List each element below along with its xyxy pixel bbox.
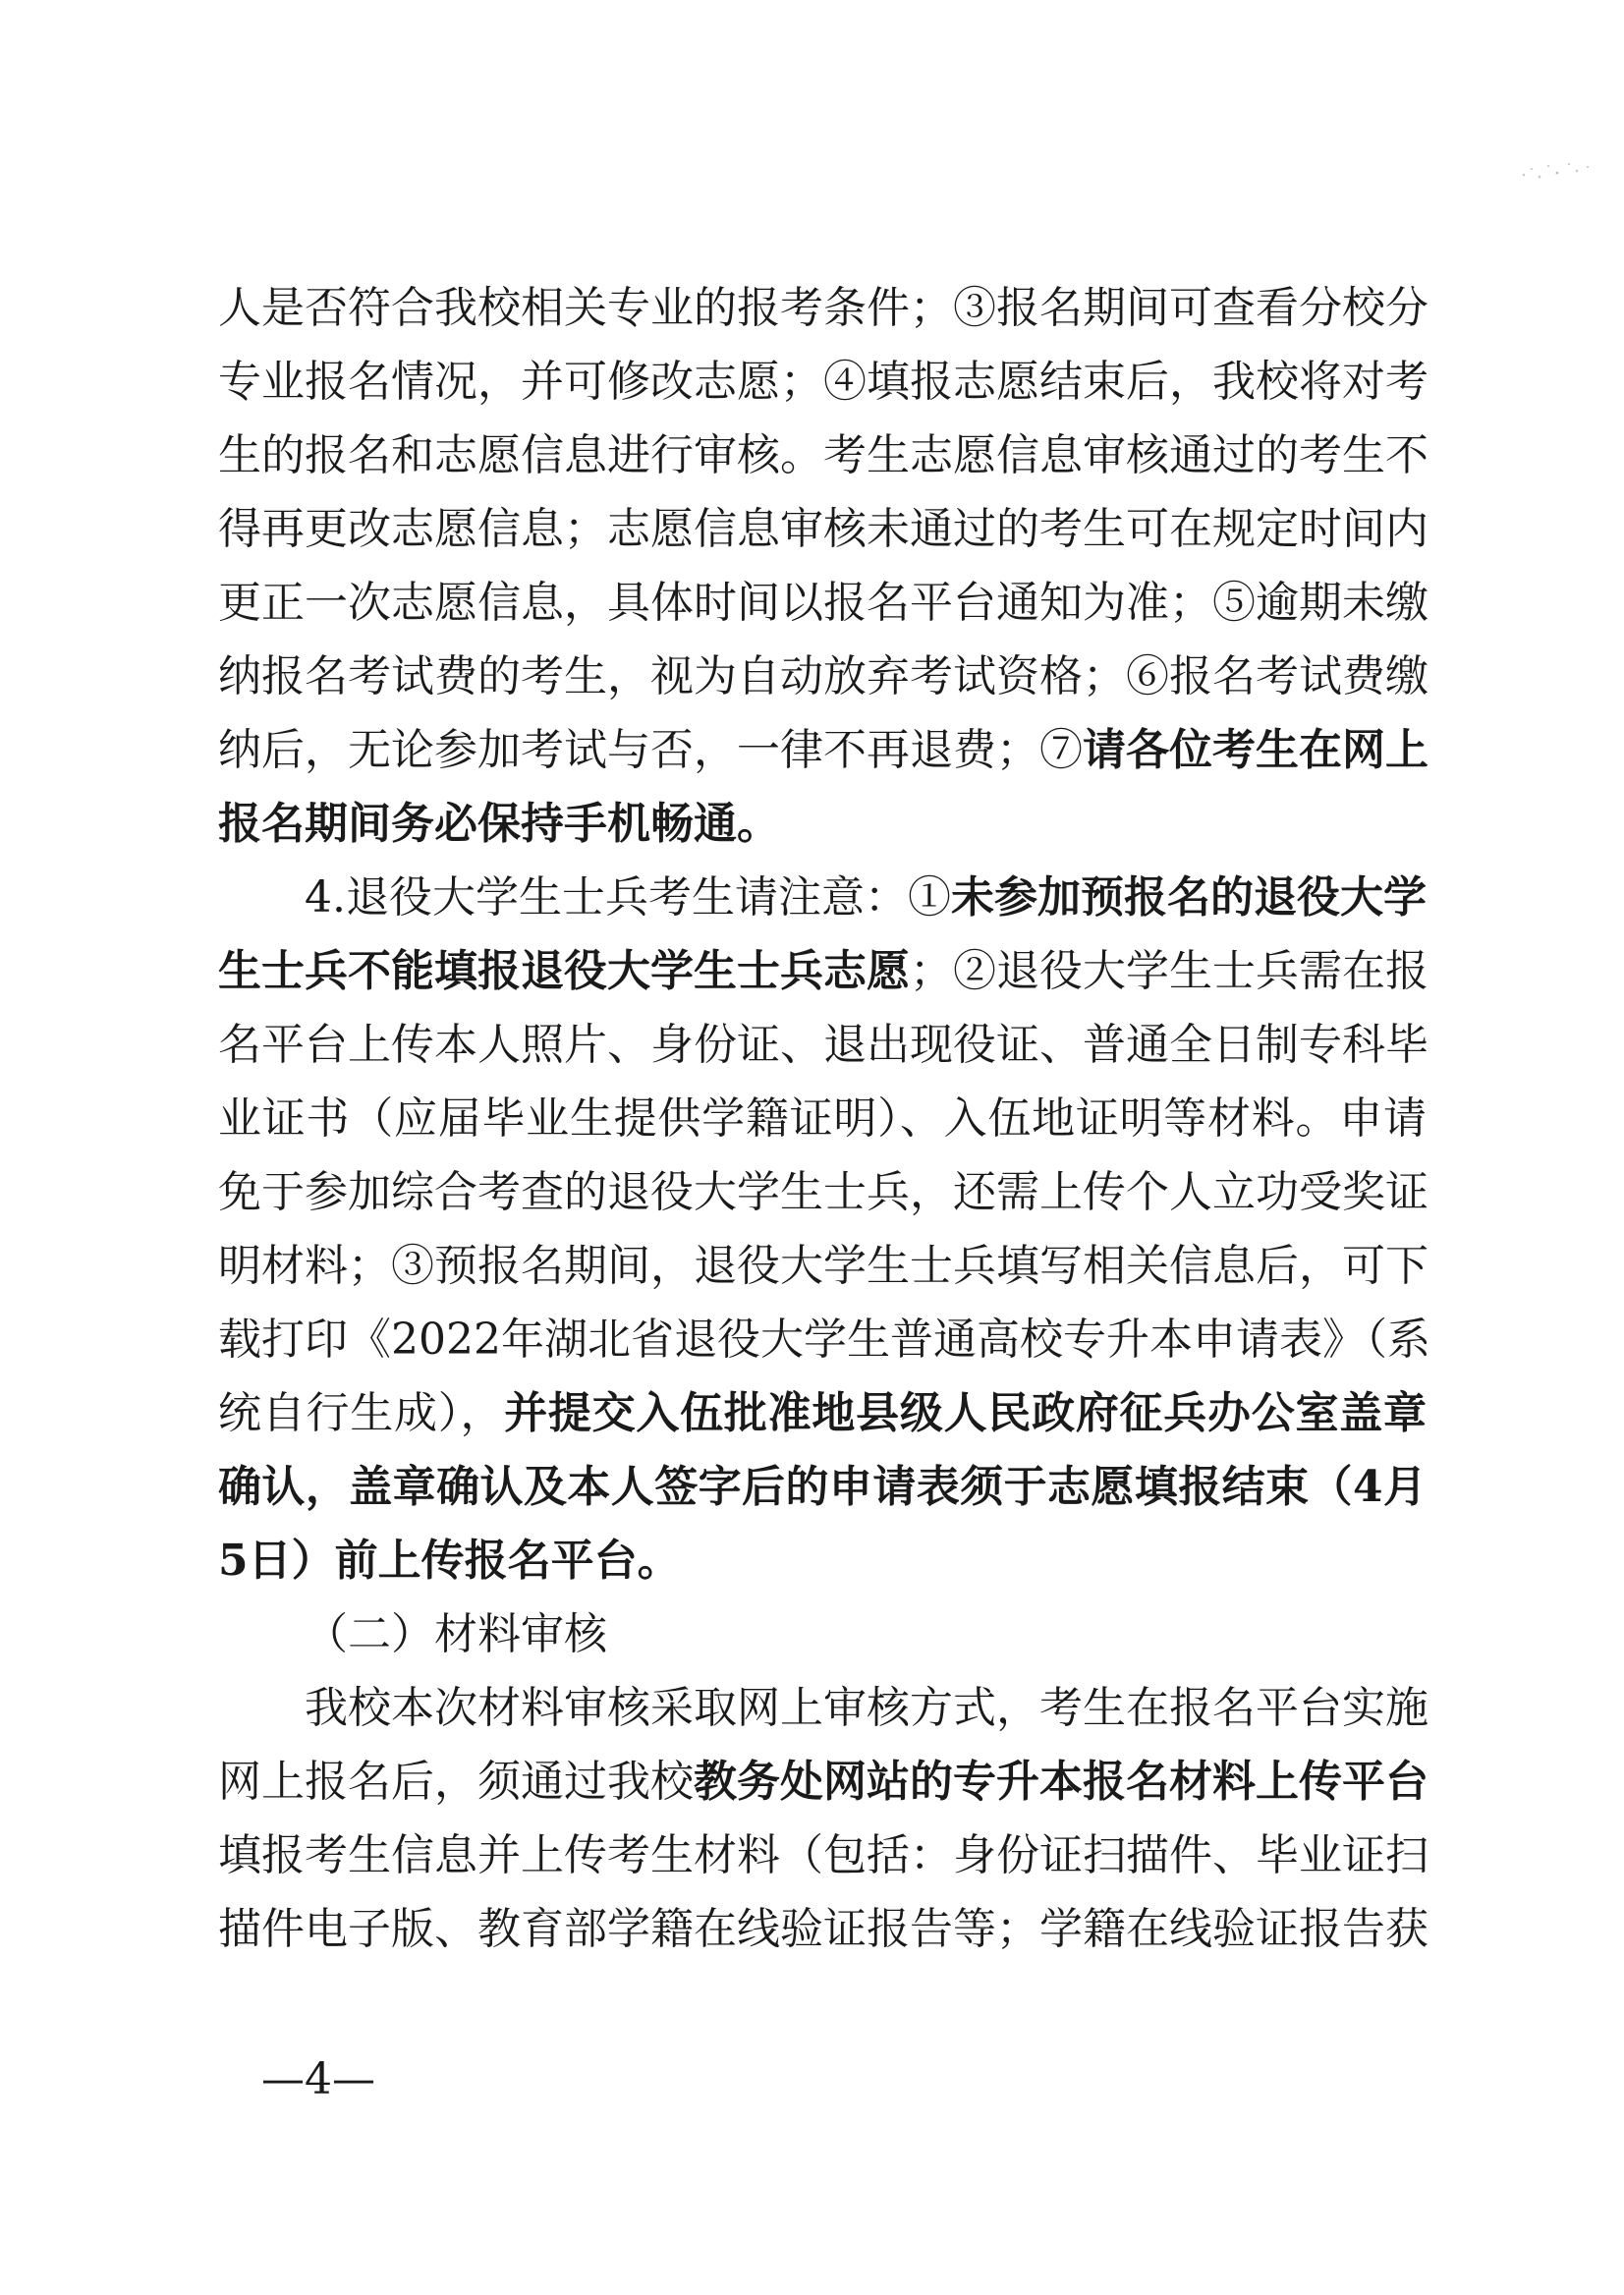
text-segment: 明材料；③预报名期间，退役大学生士兵填写相关信息后，可下	[218, 1241, 1428, 1291]
bold-text-segment: 确认，盖章确认及本人签字后的申请表须于志愿填报结束（4月	[218, 1462, 1427, 1512]
text-segment: 我校本次材料审核采取网上审核方式，考生在报名平台实施	[305, 1683, 1428, 1733]
text-line	[218, 1155, 1427, 1229]
bold-text-segment: 生士兵不能填报退役大学生士兵志愿	[218, 946, 910, 996]
document-body	[218, 271, 1430, 1966]
text-segment: 载打印《2022年湖北省退役大学生普通高校专升本申请表》（系	[218, 1315, 1430, 1365]
bold-text-segment: 教务处网站的专升本报名材料上传平台	[694, 1757, 1428, 1807]
text-line	[218, 1082, 1427, 1155]
text-segment: 免于参加综合考查的退役大学生士兵，还需上传个人立功受奖证	[218, 1167, 1428, 1217]
bold-text-segment: 并提交入伍批准地县级人民政府征兵办公室盖章	[504, 1388, 1428, 1438]
text-segment: 纳报名考试费的考生，视为自动放弃考试资格；⑥报名考试费缴	[218, 651, 1428, 701]
text-line	[218, 1008, 1427, 1082]
text-line	[218, 271, 1427, 345]
text-segment: 人是否符合我校相关专业的报考条件；③报名期间可查看分校分	[218, 283, 1428, 333]
text-line	[218, 1229, 1427, 1303]
text-segment: 生的报名和志愿信息进行审核。考生志愿信息审核通过的考生不	[218, 430, 1428, 480]
text-line	[218, 1524, 1427, 1597]
text-line	[218, 861, 1427, 934]
bold-text-segment: 请各位考生在网上	[1083, 725, 1428, 775]
text-segment: 专业报名情况，并可修改志愿；④填报志愿结束后，我校将对考	[218, 357, 1428, 407]
text-line	[218, 492, 1427, 566]
bold-text-segment: 未参加预报名的退役大学	[951, 872, 1428, 923]
text-line	[218, 345, 1427, 419]
text-segment: 名平台上传本人照片、身份证、退出现役证、普通全日制专科毕	[218, 1020, 1428, 1070]
text-segment: ；②退役大学生士兵需在报	[910, 946, 1428, 996]
text-line	[218, 787, 1427, 861]
text-line	[218, 713, 1427, 787]
text-segment: 纳后，无论参加考试与否，一律不再退费；⑦	[218, 725, 1083, 775]
text-line	[218, 1671, 1427, 1745]
text-line	[218, 1597, 1427, 1671]
text-segment: （二）材料审核	[305, 1609, 607, 1659]
text-segment: 更正一次志愿信息，具体时间以报名平台通知为准；⑤逾期未缴	[218, 578, 1428, 628]
text-segment: 网上报名后，须通过我校	[218, 1757, 694, 1807]
text-segment: 描件电子版、教育部学籍在线验证报告等；学籍在线验证报告获	[218, 1904, 1428, 1954]
text-line	[218, 1376, 1427, 1450]
text-line	[218, 1819, 1427, 1892]
text-segment: 业证书（应届毕业生提供学籍证明）、入伍地证明等材料。申请	[218, 1093, 1427, 1144]
text-line	[218, 419, 1427, 492]
text-segment: 统自行生成），	[218, 1388, 505, 1438]
text-line	[218, 640, 1427, 713]
scan-noise-mark	[1518, 157, 1595, 185]
text-segment: 得再更改志愿信息；志愿信息审核未通过的考生可在规定时间内	[218, 504, 1428, 554]
bold-text-segment: 5日）前上传报名平台。	[218, 1536, 681, 1586]
bold-text-segment: 报名期间务必保持手机畅通。	[218, 799, 780, 849]
text-line	[218, 1303, 1430, 1376]
text-line	[218, 566, 1427, 640]
text-line	[218, 934, 1427, 1008]
text-segment: 填报考生信息并上传考生材料（包括：身份证扫描件、毕业证扫	[218, 1830, 1428, 1880]
text-segment: 4.退役大学生士兵考生请注意：①	[305, 872, 951, 923]
text-line	[218, 1745, 1427, 1819]
page-number: —4—	[261, 2054, 375, 2104]
text-line	[218, 1892, 1427, 1966]
text-line	[218, 1450, 1427, 1524]
